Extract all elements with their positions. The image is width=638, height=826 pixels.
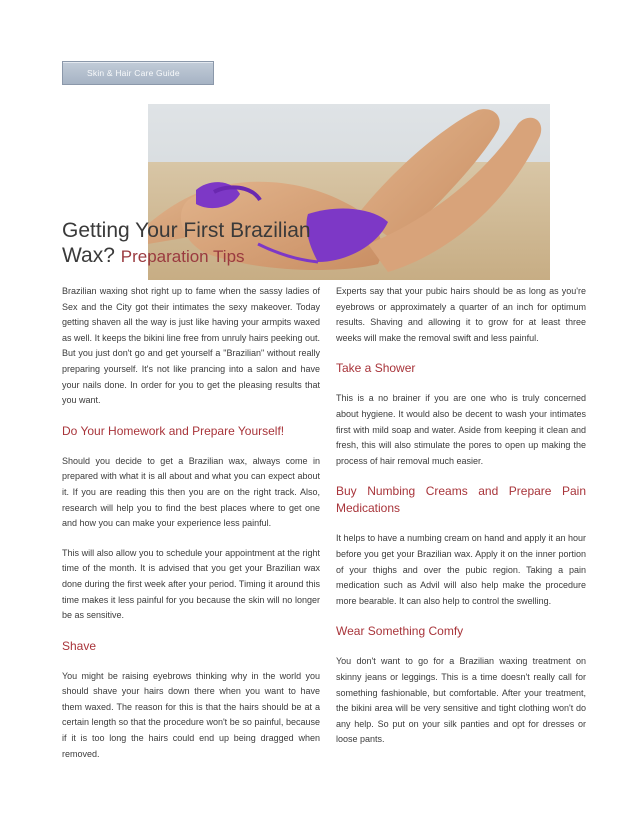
section-heading-shave: Shave — [62, 638, 97, 653]
section-heading-numbing: Buy Numbing Creams and Prepare Pain Medications — [336, 484, 586, 516]
page-title — [62, 218, 352, 269]
right-column — [336, 284, 586, 762]
header-tab — [62, 61, 214, 85]
section-heading-homework: Do Your Homework and Prepare Yourself! — [62, 423, 285, 438]
header-tab-label: Skin & Hair Care Guide — [87, 68, 180, 78]
shower-paragraph: This is a no brainer if you are one who is truly concerned about hygiene. It would also be decent to wash your intimates first with mild soap and water. Aside from keeping it clean and fresh, this will also stimulate the pores to open up making the process of hair removal much easier. — [336, 393, 586, 466]
shave-paragraph: You might be raising eyebrows thinking why in the world you should shave your hairs down there when you want to have them waxed. The reason for this is that the hairs should be at a certain length so that the procedure won't be so painful, because if it is too long the hairs could end up being dragged when removed. — [62, 670, 320, 759]
intro-paragraph: Brazilian waxing shot right up to fame when the sassy ladies of Sex and the City got their intimates the sexy makeover. Today getting shaven all the way is just like having your armpits waxed as well. It keeps the bikini line free from unruly hairs peeking out. But you just don't go and get yourself a "Brazilian" without really preparing yourself. It's not like prancing into a salon and have your nails done. In order for you to get the pleasing results that you want. — [62, 286, 320, 406]
title-main: Getting Your First Brazilian Wax? — [62, 219, 311, 267]
homework-paragraph-2: This will also allow you to schedule your appointment at the right time of the month. It is advised that you get your Brazilian wax done during the first week after your period. Timing it around this time makes it less painful for you because the skin will no longer be as sensitive. — [62, 547, 320, 621]
shave-continuation-paragraph: Experts say that your pubic hairs should be as long as you're eyebrows or approximately a quarter of an inch for optimum results. Shaving and allowing it to grow for at least three weeks will make the removal swift and less painful. — [336, 286, 586, 343]
homework-paragraph-1: Should you decide to get a Brazilian wax, always come in prepared with what it is all about and what you can expect about it. If you are reading this then you are on the right track. Also, research will help you to find the best places where to get one and how you can make your experience less painful. — [62, 455, 320, 529]
title-block — [62, 218, 352, 269]
comfy-paragraph: You don't want to go for a Brazilian waxing treatment on skinny jeans or leggings. This is a time doesn't really call for something fashionable, but comfortable. After your treatment, the bikini area will be very sensitive and tight clothing won't do any help. So put on your silk panties and opt for dresses or loose pants. — [336, 656, 586, 745]
numbing-paragraph: It helps to have a numbing cream on hand and apply it an hour before you get your Brazilian wax. Apply it on the inner portion of your thighs and over the pubic region. Taking a pain medication such as Advil will also help make the procedure more bearable. It can also help to control the swelling. — [336, 533, 586, 606]
left-column — [62, 284, 320, 776]
section-heading-shower: Take a Shower — [336, 361, 416, 376]
title-subtitle: Preparation Tips — [120, 247, 245, 266]
section-heading-comfy: Wear Something Comfy — [336, 624, 464, 639]
